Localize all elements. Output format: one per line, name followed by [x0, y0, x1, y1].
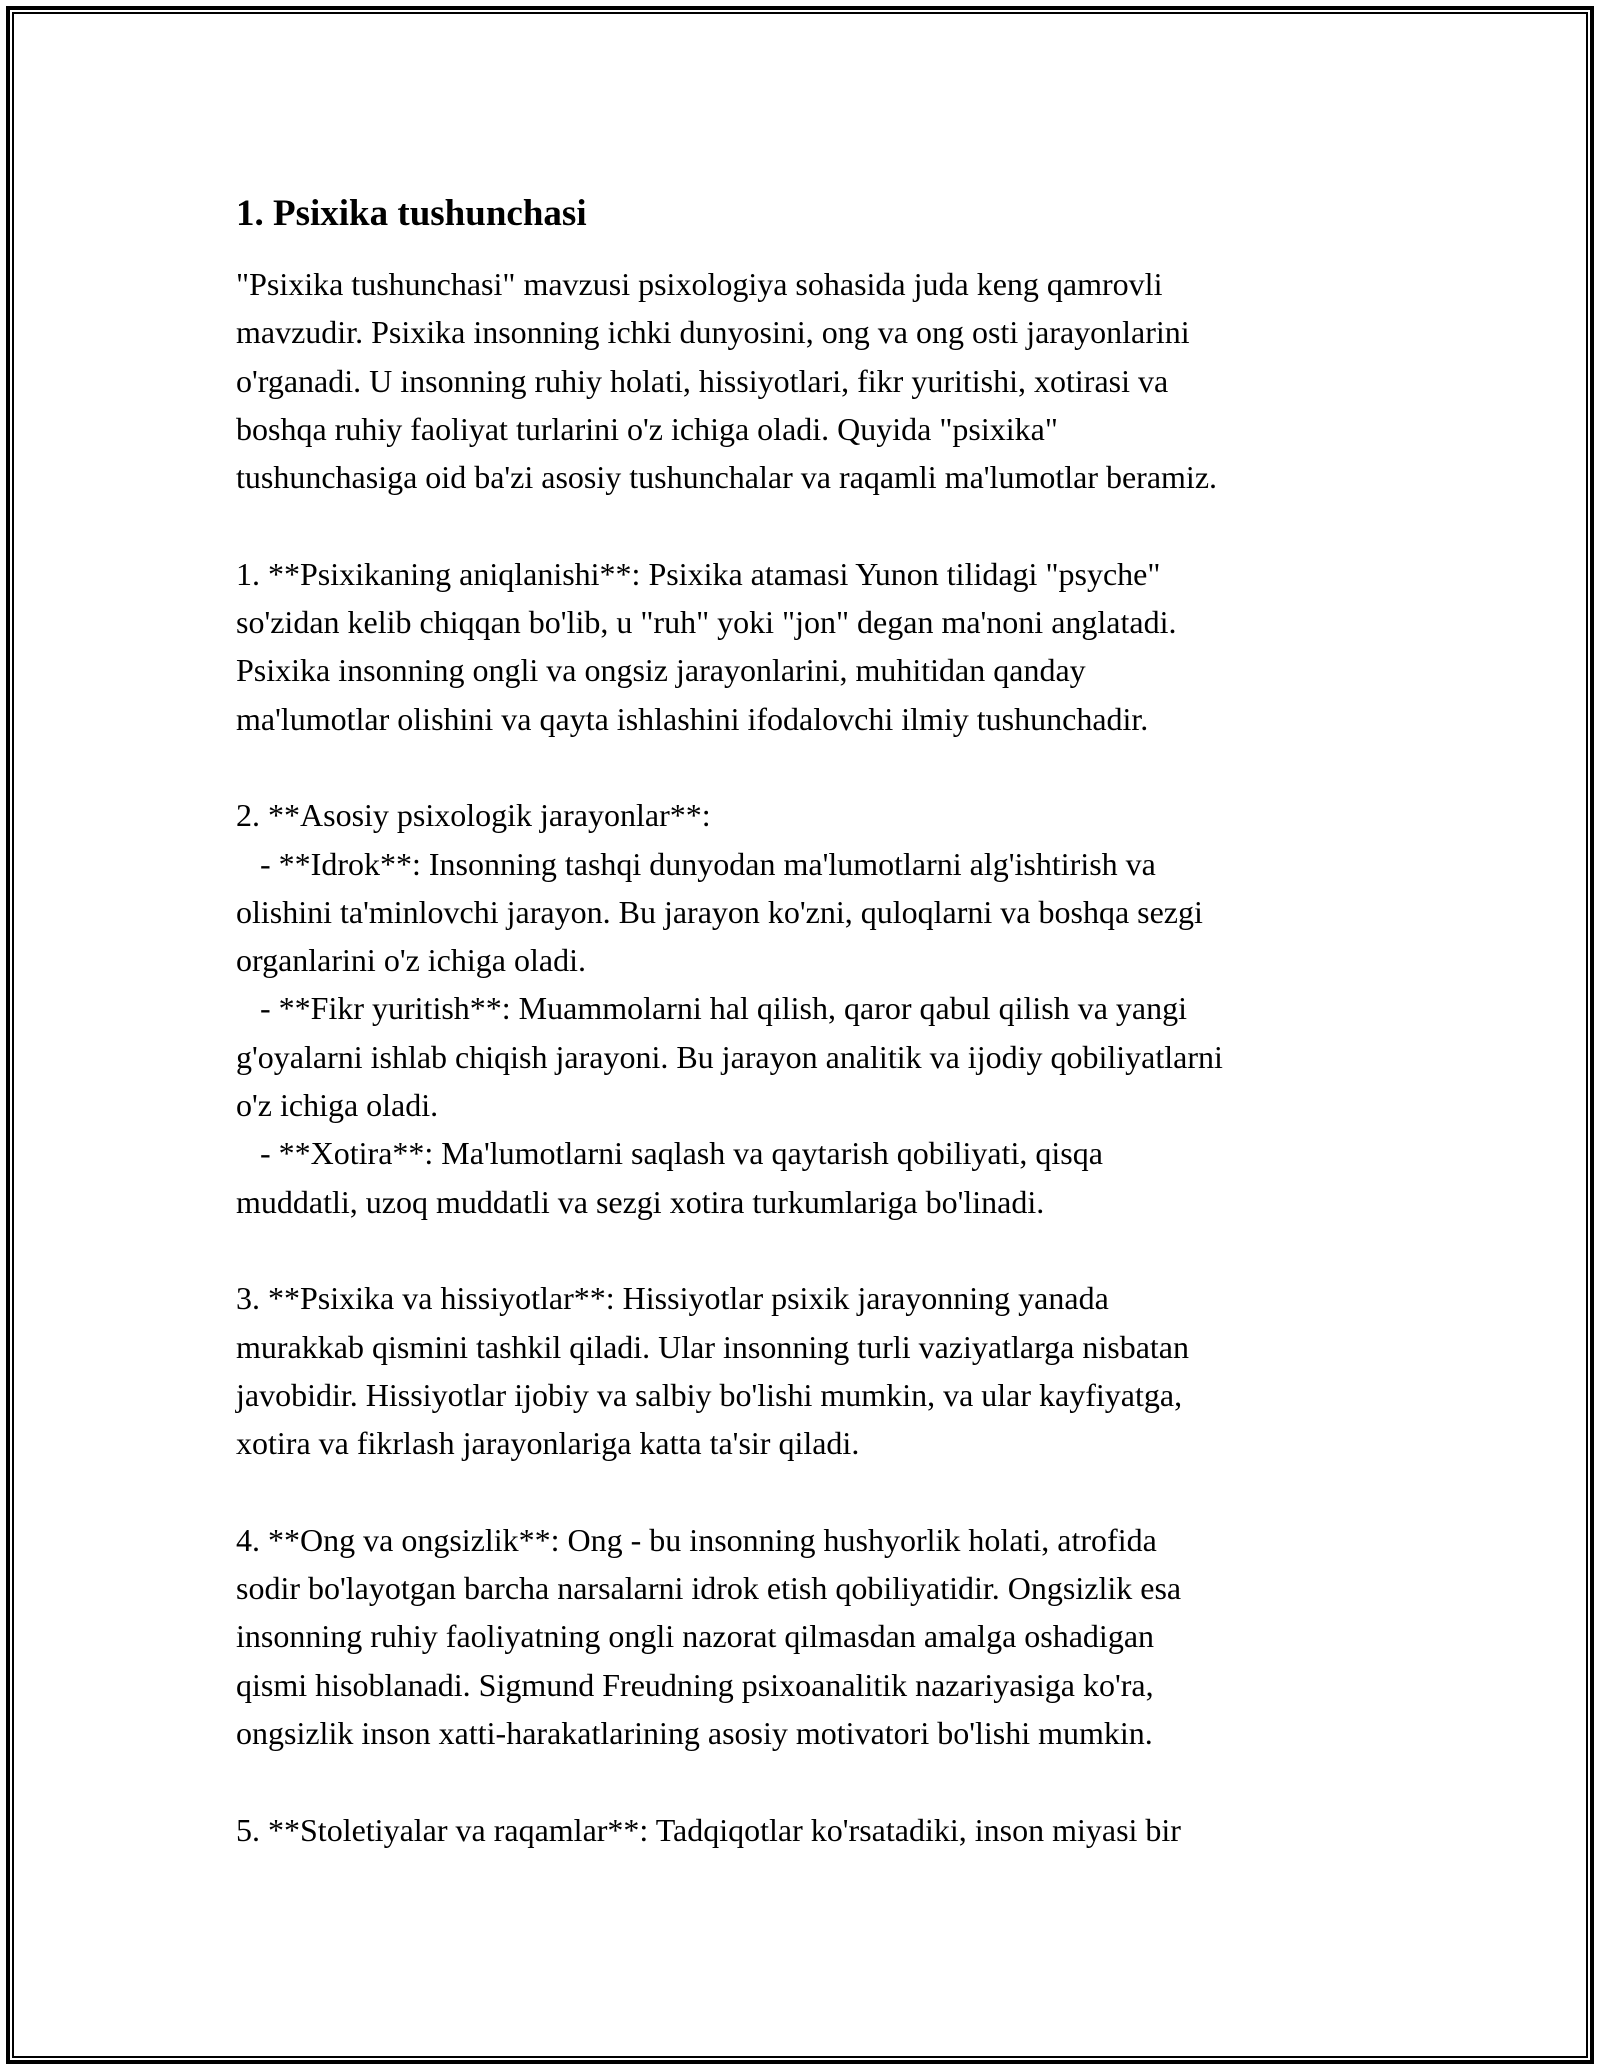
- text-line: murakkab qismini tashkil qiladi. Ular insonning turli vaziyatlarga nisbatan: [236, 1328, 1189, 1365]
- paragraph-item-3: [236, 1274, 1376, 1467]
- paragraph-item-5: [236, 1806, 1376, 1854]
- paragraph-spacer: [236, 1757, 1376, 1805]
- text-line: xotira va fikrlash jarayonlariga katta ta'sir qiladi.: [236, 1425, 860, 1462]
- paragraph-item-2: [236, 791, 1376, 1226]
- text-line: sodir bo'layotgan barcha narsalarni idrok etish qobiliyatidir. Ongsizlik esa: [236, 1570, 1182, 1607]
- text-line: olishini ta'minlovchi jarayon. Bu jarayon ko'zni, quloqlarni va boshqa sezgi: [236, 893, 1203, 930]
- text-line: qismi hisoblanadi. Sigmund Freudning psixoanalitik nazariyasiga ko'ra,: [236, 1666, 1154, 1703]
- text-line: ongsizlik inson xatti-harakatlarining asosiy motivatori bo'lishi mumkin.: [236, 1714, 1153, 1751]
- document-title: 1. Psixika tushunchasi: [236, 193, 587, 234]
- text-line: - **Fikr yuritish**: Muammolarni hal qilish, qaror qabul qilish va yangi: [236, 990, 1187, 1027]
- paragraph-item-4: [236, 1516, 1376, 1757]
- text-line: 4. **Ong va ongsizlik**: Ong - bu insonning hushyorlik holati, atrofida: [236, 1521, 1157, 1558]
- text-line: so'zidan kelib chiqqan bo'lib, u "ruh" yoki "jon" degan ma'noni anglatadi.: [236, 604, 1177, 641]
- text-line: - **Xotira**: Ma'lumotlarni saqlash va qaytarish qobiliyati, qisqa: [236, 1135, 1103, 1172]
- paragraph-spacer: [236, 1467, 1376, 1515]
- text-line: "Psixika tushunchasi" mavzusi psixologiya sohasida juda keng qamrovli: [236, 266, 1163, 302]
- paragraph-intro: [236, 260, 1376, 501]
- text-line: tushunchasiga oid ba'zi asosiy tushunchalar va raqamli ma'lumotlar beramiz.: [236, 459, 1218, 496]
- text-line: ma'lumotlar olishini va qayta ishlashini ifodalovchi ilmiy tushunchadir.: [236, 700, 1149, 737]
- text-line: o'rganadi. U insonning ruhiy holati, hissiyotlari, fikr yuritishi, xotirasi va: [236, 362, 1169, 399]
- text-line: mavzudir. Psixika insonning ichki dunyosini, ong va ong osti jarayonlarini: [236, 314, 1190, 351]
- text-line: insonning ruhiy faoliyatning ongli nazorat qilmasdan amalga oshadigan: [236, 1618, 1155, 1655]
- paragraph-item-1: [236, 550, 1376, 743]
- text-line: 5. **Stoletiyalar va raqamlar**: Tadqiqotlar ko'rsatadiki, inson miyasi bir: [236, 1811, 1181, 1848]
- text-line: boshqa ruhiy faoliyat turlarini o'z ichiga oladi. Quyida "psixika": [236, 410, 1058, 447]
- text-line: muddatli, uzoq muddatli va sezgi xotira turkumlariga bo'linadi.: [236, 1183, 1045, 1220]
- text-line: o'z ichiga oladi.: [236, 1087, 439, 1124]
- document-body: [236, 186, 1376, 1854]
- text-line: 2. **Asosiy psixologik jarayonlar**:: [236, 797, 711, 834]
- text-line: 3. **Psixika va hissiyotlar**: Hissiyotlar psixik jarayonning yanada: [236, 1280, 1109, 1317]
- text-line: 1. **Psixikaning aniqlanishi**: Psixika atamasi Yunon tilidagi "psyche": [236, 555, 1161, 592]
- text-line: - **Idrok**: Insonning tashqi dunyodan ma'lumotlarni alg'ishtirish va: [236, 845, 1156, 882]
- paragraph-spacer: [236, 501, 1376, 549]
- text-line: Psixika insonning ongli va ongsiz jarayonlarini, muhitidan qanday: [236, 652, 1086, 689]
- paragraph-spacer: [236, 743, 1376, 791]
- text-line: javobidir. Hissiyotlar ijobiy va salbiy bo'lishi mumkin, va ular kayfiyatga,: [236, 1376, 1183, 1413]
- text-line: g'oyalarni ishlab chiqish jarayoni. Bu jarayon analitik va ijodiy qobiliyatlarni: [236, 1038, 1223, 1075]
- text-line: organlarini o'z ichiga oladi.: [236, 942, 586, 979]
- paragraph-spacer: [236, 1226, 1376, 1274]
